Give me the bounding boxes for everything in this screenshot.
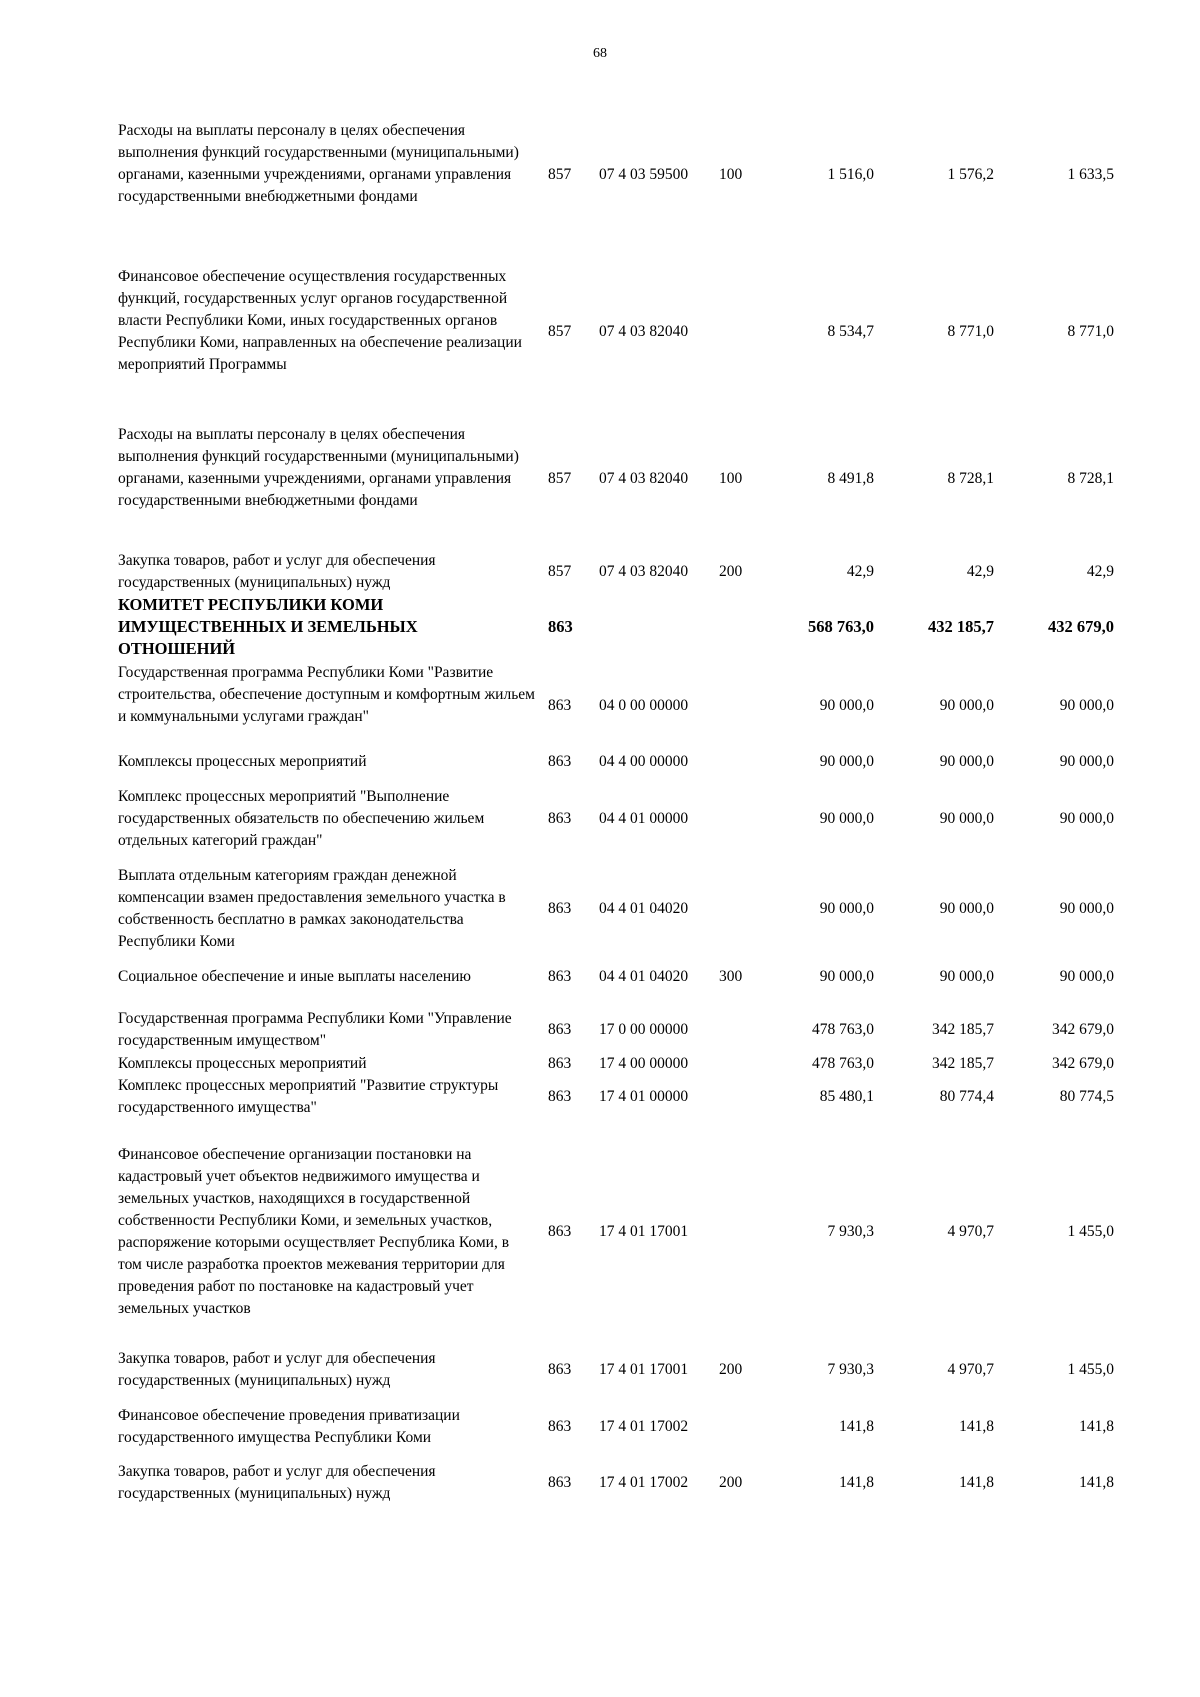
- table-row: [118, 266, 1118, 398]
- row-description: КОМИТЕТ РЕСПУБЛИКИ КОМИ ИМУЩЕСТВЕННЫХ И ЗЕМЕЛЬНЫХ ОТНОШЕНИЙ: [118, 595, 418, 658]
- row-target-article: 17 4 01 00000: [599, 1088, 689, 1105]
- row-amount-3: 80 774,5: [1059, 1088, 1114, 1105]
- row-expense-type: 200: [719, 1361, 743, 1378]
- row-description: Закупка товаров, работ и услуг для обеспечения государственных (муниципальных) нужд: [118, 1350, 436, 1389]
- row-target-article: 04 4 00 00000: [599, 753, 689, 770]
- row-target-article: 17 4 01 17002: [599, 1418, 689, 1435]
- row-description: Выплата отдельным категориям граждан денежной компенсации взамен предоставления земельного участка в собственность бесплатно в рамках законодательства Республики Коми: [118, 867, 506, 950]
- row-description: Закупка товаров, работ и услуг для обеспечения государственных (муниципальных) нужд: [118, 1463, 436, 1502]
- row-amount-2: 141,8: [959, 1474, 994, 1491]
- row-amount-2: 342 185,7: [932, 1055, 994, 1072]
- row-amount-1: 1 516,0: [827, 166, 874, 183]
- row-amount-1: 90 000,0: [819, 697, 874, 714]
- row-amount-3: 342 679,0: [1052, 1021, 1114, 1038]
- row-amount-2: 8 728,1: [947, 470, 994, 487]
- row-amount-1: 8 534,7: [827, 323, 874, 340]
- row-amount-2: 90 000,0: [939, 810, 994, 827]
- row-description: Комплекс процессных мероприятий "Развитие структуры государственного имущества": [118, 1077, 499, 1116]
- row-target-article: 04 4 01 04020: [599, 900, 689, 917]
- row-description: Государственная программа Республики Коми "Развитие строительства, обеспечение доступным и комфортным жильем и коммунальными услугами граждан": [118, 664, 535, 725]
- row-grbs: 863: [548, 900, 572, 917]
- row-grbs: 863: [548, 810, 572, 827]
- row-amount-2: 90 000,0: [939, 697, 994, 714]
- row-target-article: 04 0 00 00000: [599, 697, 689, 714]
- row-description: Комплексы процессных мероприятий: [118, 753, 367, 770]
- row-description: Комплекс процессных мероприятий "Выполнение государственных обязательств по обеспечению жильем отдельных категорий граждан": [118, 788, 485, 849]
- row-amount-2: 4 970,7: [947, 1361, 994, 1378]
- row-amount-2: 90 000,0: [939, 753, 994, 770]
- row-amount-2: 4 970,7: [947, 1223, 994, 1240]
- row-expense-type: 300: [719, 968, 743, 985]
- row-amount-3: 1 455,0: [1067, 1223, 1114, 1240]
- row-target-article: 17 4 01 17002: [599, 1474, 689, 1491]
- row-description: Комплексы процессных мероприятий: [118, 1055, 367, 1072]
- row-grbs: 863: [548, 1418, 572, 1435]
- table-row: [118, 1008, 1118, 1052]
- row-amount-1: 90 000,0: [819, 900, 874, 917]
- row-amount-3: 8 728,1: [1067, 470, 1114, 487]
- row-grbs: 863: [548, 753, 572, 770]
- row-amount-3: 42,9: [1086, 563, 1114, 580]
- row-description: Финансовое обеспечение осуществления государственных функций, государственных услуг органов государственной власти Республики Коми, иных государственных органов Республики Коми, направленных на обеспечение реализации мероприятий Программы: [118, 268, 522, 373]
- row-target-article: 17 4 01 17001: [599, 1223, 689, 1240]
- row-target-article: 07 4 03 82040: [599, 323, 689, 340]
- row-amount-3: 90 000,0: [1059, 697, 1114, 714]
- row-amount-2: 342 185,7: [932, 1021, 994, 1038]
- row-amount-3: 8 771,0: [1067, 323, 1114, 340]
- row-amount-1: 478 763,0: [812, 1055, 874, 1072]
- row-amount-3: 1 455,0: [1067, 1361, 1114, 1378]
- row-target-article: 07 4 03 82040: [599, 563, 689, 580]
- table-row: [118, 594, 1118, 660]
- row-expense-type: 200: [719, 563, 743, 580]
- row-amount-3: 342 679,0: [1052, 1055, 1114, 1072]
- table-row: [118, 120, 1118, 230]
- row-target-article: 17 0 00 00000: [599, 1021, 689, 1038]
- table-row: [118, 1348, 1118, 1392]
- table-row: [118, 424, 1118, 534]
- row-grbs: 863: [548, 1361, 572, 1378]
- table-row: [118, 662, 1118, 750]
- row-amount-3: 432 679,0: [1048, 617, 1114, 636]
- row-description: Закупка товаров, работ и услуг для обеспечения государственных (муниципальных) нужд: [118, 552, 436, 591]
- row-target-article: 04 4 01 00000: [599, 810, 689, 827]
- row-description: Расходы на выплаты персоналу в целях обеспечения выполнения функций государственными (муниципальными) органами, казенными учреждениями, органами управления государственными внебюджетными фондами: [118, 426, 519, 509]
- row-target-article: 04 4 01 04020: [599, 968, 689, 985]
- row-description: Государственная программа Республики Коми "Управление государственным имуществом": [118, 1010, 512, 1049]
- row-target-article: 07 4 03 59500: [599, 166, 689, 183]
- row-amount-3: 141,8: [1079, 1474, 1114, 1491]
- row-amount-2: 90 000,0: [939, 968, 994, 985]
- row-amount-3: 90 000,0: [1059, 968, 1114, 985]
- row-amount-2: 90 000,0: [939, 900, 994, 917]
- row-amount-2: 1 576,2: [947, 166, 994, 183]
- row-grbs: 863: [548, 1223, 572, 1240]
- row-amount-1: 90 000,0: [819, 753, 874, 770]
- table-row: [118, 1053, 1118, 1075]
- row-amount-1: 90 000,0: [819, 968, 874, 985]
- row-amount-2: 8 771,0: [947, 323, 994, 340]
- row-amount-1: 42,9: [846, 563, 874, 580]
- row-amount-1: 90 000,0: [819, 810, 874, 827]
- row-grbs: 857: [548, 166, 572, 183]
- table-row: [118, 1144, 1118, 1320]
- table-row: [118, 1075, 1118, 1119]
- table-row: [118, 865, 1118, 953]
- row-grbs: 863: [548, 1474, 572, 1491]
- row-grbs: 863: [548, 697, 572, 714]
- row-description: Расходы на выплаты персоналу в целях обеспечения выполнения функций государственными (муниципальными) органами, казенными учреждениями, органами управления государственными внебюджетными фондами: [118, 122, 519, 205]
- row-amount-2: 432 185,7: [928, 617, 994, 636]
- row-amount-1: 568 763,0: [808, 617, 874, 636]
- row-target-article: 07 4 03 82040: [599, 470, 689, 487]
- row-description: Финансовое обеспечение организации постановки на кадастровый учет объектов недвижимого имущества и земельных участков, находящихся в государственной собственности Республики Коми, и земельных участков, распоряжение которыми осуществляет Республика Коми, в том числе разработка проектов межевания территории для проведения работ по постановке на кадастровый учет земельных участков: [118, 1146, 510, 1317]
- row-expense-type: 100: [719, 470, 743, 487]
- row-amount-3: 1 633,5: [1067, 166, 1114, 183]
- table-row: [118, 751, 1118, 773]
- table-row: [118, 786, 1118, 852]
- row-grbs: 857: [548, 563, 572, 580]
- row-amount-1: 478 763,0: [812, 1021, 874, 1038]
- row-amount-3: 141,8: [1079, 1418, 1114, 1435]
- row-grbs: 863: [548, 1055, 572, 1072]
- row-amount-2: 80 774,4: [939, 1088, 994, 1105]
- row-grbs: 863: [548, 617, 573, 636]
- row-amount-1: 8 491,8: [827, 470, 874, 487]
- row-grbs: 857: [548, 470, 572, 487]
- row-amount-3: 90 000,0: [1059, 810, 1114, 827]
- row-description: Финансовое обеспечение проведения приватизации государственного имущества Республики Коми: [118, 1407, 460, 1446]
- row-target-article: 17 4 01 17001: [599, 1361, 689, 1378]
- table-row: [118, 1461, 1118, 1505]
- row-expense-type: 100: [719, 166, 743, 183]
- page-number: 68: [593, 46, 607, 61]
- row-description: Социальное обеспечение и иные выплаты населению: [118, 968, 472, 985]
- row-grbs: 863: [548, 1021, 572, 1038]
- row-grbs: 857: [548, 323, 572, 340]
- row-grbs: 863: [548, 968, 572, 985]
- row-expense-type: 200: [719, 1474, 743, 1491]
- row-amount-3: 90 000,0: [1059, 900, 1114, 917]
- row-target-article: 17 4 00 00000: [599, 1055, 689, 1072]
- table-row: [118, 550, 1118, 594]
- row-amount-1: 85 480,1: [819, 1088, 874, 1105]
- row-amount-2: 141,8: [959, 1418, 994, 1435]
- row-amount-1: 7 930,3: [827, 1223, 874, 1240]
- row-amount-1: 7 930,3: [827, 1361, 874, 1378]
- row-amount-1: 141,8: [839, 1418, 874, 1435]
- table-row: [118, 966, 1118, 988]
- row-amount-2: 42,9: [966, 563, 994, 580]
- table-row: [118, 1405, 1118, 1449]
- row-amount-3: 90 000,0: [1059, 753, 1114, 770]
- row-grbs: 863: [548, 1088, 572, 1105]
- row-amount-1: 141,8: [839, 1474, 874, 1491]
